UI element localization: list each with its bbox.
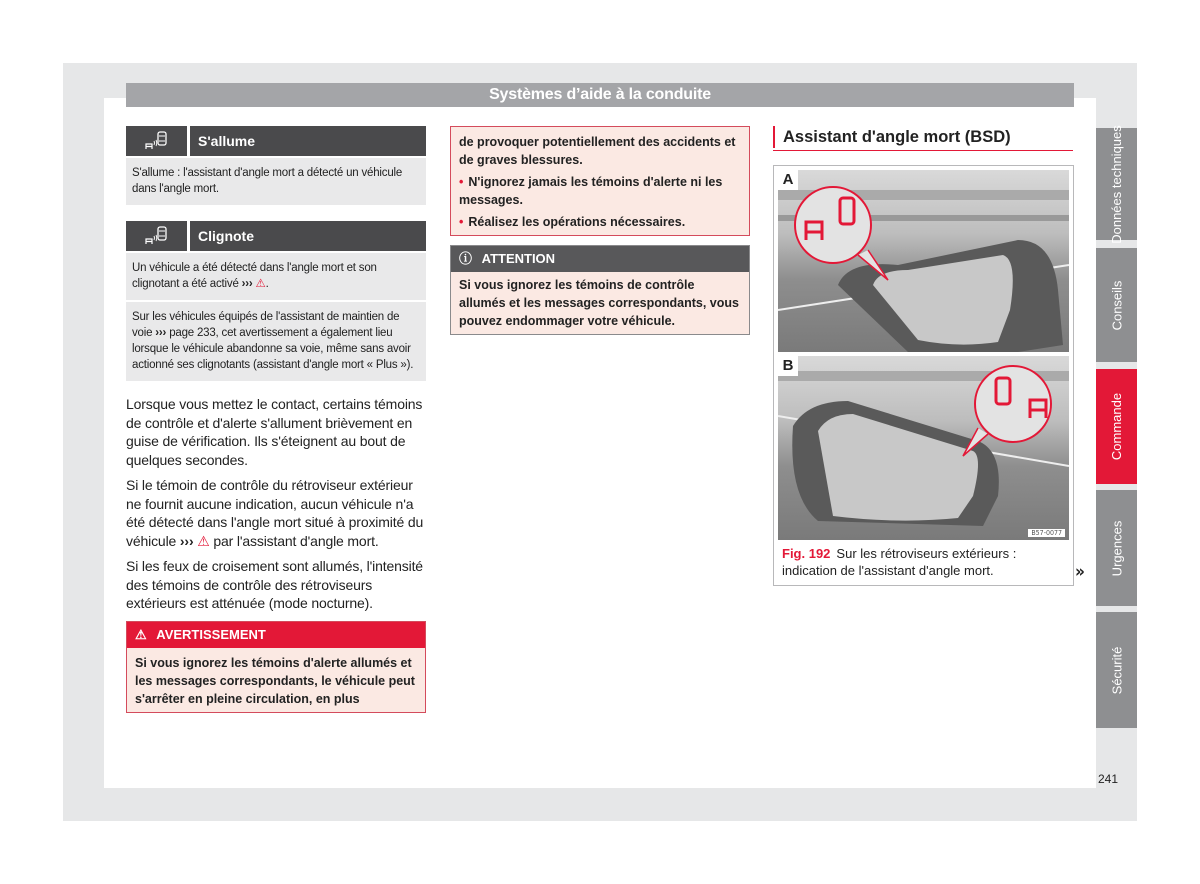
figure-image-a [778, 170, 1069, 352]
paragraph-text: par l'assistant d'angle mort. [213, 532, 379, 549]
warning-text: de provoquer potentiellement des accidents et de graves blessures. [459, 135, 736, 167]
figure [773, 165, 1074, 586]
warning-header [127, 622, 425, 648]
panel-label-a: A [778, 170, 798, 190]
warning-bullet: • Réalisez les opérations nécessaires. [459, 215, 686, 229]
warning-triangle-icon: ⚠ [135, 626, 147, 642]
paragraph [126, 476, 426, 550]
attention-label: ATTENTION [481, 251, 556, 266]
tab-donnees-techniques[interactable]: Données techniques [1096, 128, 1137, 240]
warning-body [451, 127, 749, 235]
caption-text: Sur les rétroviseurs extérieurs : indication de l'assistant d'angle mort. [782, 546, 1017, 578]
page-link[interactable]: page 233, cet avertissement a également lieu lorsque le véhicule abandonne sa voie, même sans avoir actionné ses clignotants (assistant d'angle mort « Plus »). [132, 327, 414, 371]
figure-code: B57-0077 [1028, 529, 1065, 537]
tab-conseils[interactable]: Conseils [1096, 248, 1137, 362]
warning-box [126, 621, 426, 713]
attention-text: Si vous ignorez les témoins de contrôle allumés et les messages correspondants, vous pouvez endommager votre véhicule. [459, 278, 739, 328]
indicator-title: S'allume [190, 126, 426, 156]
tab-urgences[interactable]: Urgences [1096, 490, 1137, 606]
cross-ref-arrow[interactable]: ››› [179, 532, 194, 549]
warning-triangle-icon: ⚠ [197, 532, 210, 549]
warning-box-continued [450, 126, 750, 236]
exclamation-circle-icon: ⓘ [459, 251, 473, 266]
cross-ref-arrow[interactable]: ››› [155, 327, 167, 339]
continue-arrow-icon: » [1075, 562, 1085, 582]
indicator-title: Clignote [190, 221, 426, 251]
indicator-description: S'allume : l'assistant d'angle mort a détecté un véhicule dans l'angle mort. [126, 158, 426, 205]
page-number: 241 [1098, 772, 1119, 786]
attention-box [450, 245, 750, 335]
figure-caption [774, 540, 1073, 585]
indicator-text: Sur les véhicules équipés de l'assistant de maintien de voie [132, 311, 400, 339]
cross-ref-arrow[interactable]: ››› [241, 278, 253, 290]
column-right [773, 126, 1074, 586]
figure-number: Fig. 192 [782, 546, 831, 561]
tab-commande[interactable]: Commande [1096, 369, 1137, 484]
figure-image-b [778, 356, 1069, 540]
paragraph-text: Si le témoin de contrôle du rétroviseur extérieur ne fournit aucune indication, aucun véhicule n'a été détecté dans l'angle mort situé à proximité du véhicule [126, 477, 424, 549]
column-middle [450, 126, 750, 335]
column-left [126, 126, 426, 713]
blind-spot-indicator-icon [126, 221, 187, 251]
indicator-table-on [126, 126, 426, 205]
paragraph: Lorsque vous mettez le contact, certains témoins de contrôle et d'alerte s'allument brièvement en guise de vérification. Ils s'éteignent au bout de quelques secondes. [126, 396, 423, 468]
indicator-table-flashing [126, 221, 426, 381]
warning-triangle-icon: ⚠ [255, 278, 266, 290]
body-text [126, 395, 426, 613]
blind-spot-indicator-icon [126, 126, 187, 156]
warning-label: AVERTISSEMENT [156, 626, 266, 642]
warning-text: Si vous ignorez les témoins d'alerte allumés et les messages correspondants, le véhicule peut s'arrêter en pleine circulation, en plus [135, 655, 415, 706]
indicator-note [126, 302, 426, 381]
paragraph: Si les feux de croisement sont allumés, l'intensité des témoins de contrôle des rétroviseurs extérieurs est atténuée (mode nocturne). [126, 558, 423, 611]
indicator-description: Un véhicule a été détecté dans l'angle mort et son clignotant a été activé ››› ⚠. [126, 253, 426, 300]
chapter-title: Systèmes d’aide à la conduite [126, 83, 1074, 107]
tab-securite[interactable]: Sécurité [1096, 612, 1137, 728]
attention-header [451, 246, 749, 272]
warning-bullet: • N'ignorez jamais les témoins d'alerte ni les messages. [459, 175, 723, 207]
section-title: Assistant d'angle mort (BSD) [773, 126, 1074, 148]
panel-label-b: B [778, 356, 798, 376]
section-rule [773, 150, 1073, 151]
indicator-text: Un véhicule a été détecté dans l'angle mort et son clignotant a été activé [132, 262, 377, 290]
